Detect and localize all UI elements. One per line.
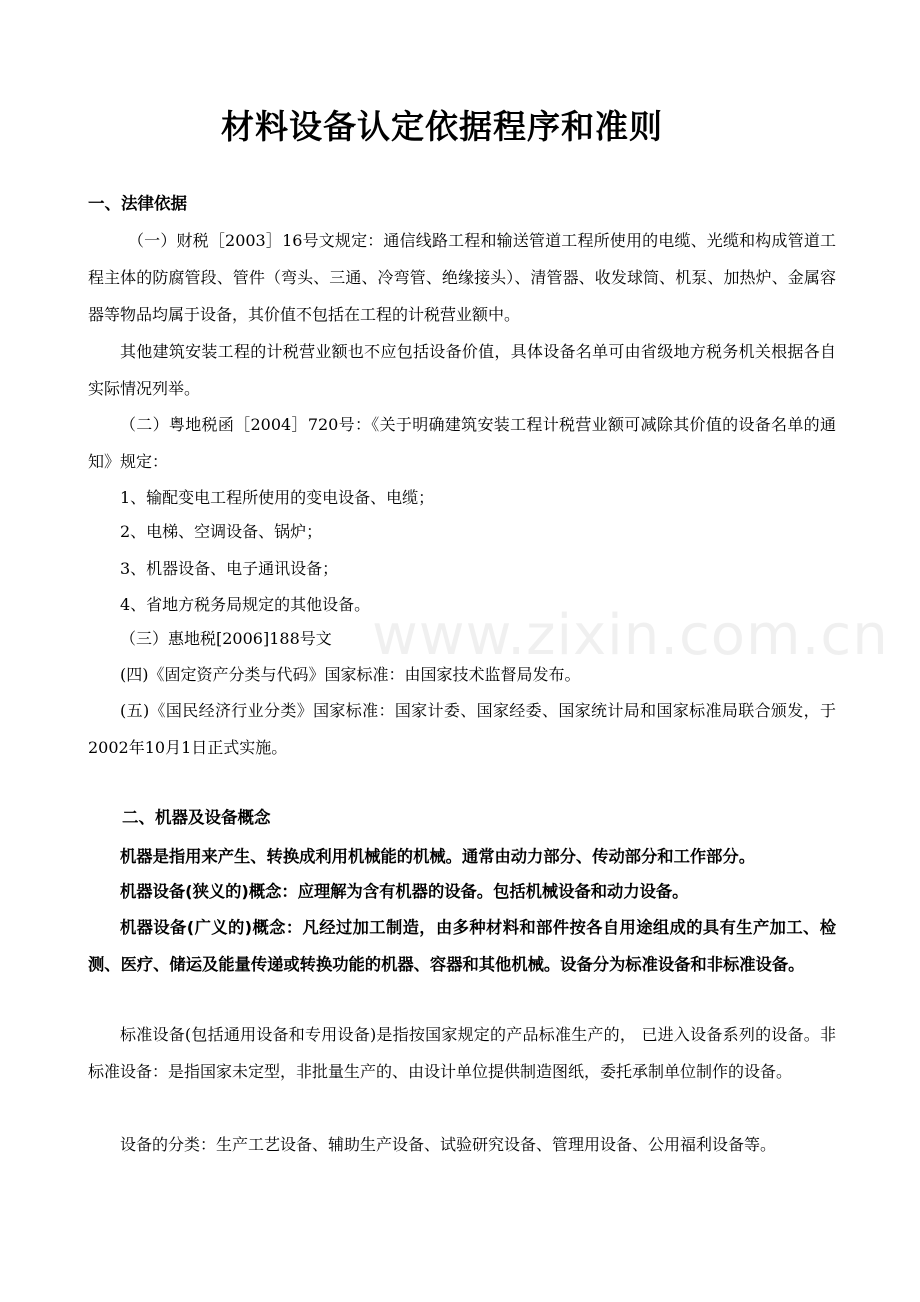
- section-heading-legal-basis: 一、法律依据: [88, 194, 187, 213]
- list-item-4: 4、省地方税务局规定的其他设备。: [120, 595, 371, 614]
- document-title: 材料设备认定依据程序和准则: [221, 107, 663, 146]
- section-heading-machine-concept: 二、机器及设备概念: [122, 808, 271, 827]
- paragraph-industry-classification-standard: (五)《国民经济行业分类》国家标准：国家计委、国家经委、国家统计局和国家标准局联合颁发，于2002年10月1日正式实施。: [88, 701, 836, 757]
- paragraph-equipment-classification: 设备的分类：生产工艺设备、辅助生产设备、试验研究设备、管理用设备、公用福利设备等。: [120, 1135, 777, 1154]
- list-item-2: 2、电梯、空调设备、锅炉；: [120, 522, 323, 541]
- paragraph-yuedishuihan-2004-720: （二）粤地税函［2004］720号：《关于明确建筑安装工程计税营业额可减除其价值的设备名单的通知》规定：: [88, 415, 836, 471]
- paragraph-caishui-2003-16: （一）财税［2003］16号文规定：通信线路工程和输送管道工程所使用的电缆、光缆和构成管道工程主体的防腐管段、管件（弯头、三通、冷弯管、绝缘接头）、清管器、收发球筒、机泵、加热炉、金属容器等物品均属于设备，其价值不包括在工程的计税营业额中。: [88, 231, 836, 324]
- paragraph-huidishui-2006-188: （三）惠地税[2006]188号文: [120, 629, 332, 648]
- bold-paragraph-machine-equipment-narrow: 机器设备(狭义的)概念：应理解为含有机器的设备。包括机械设备和动力设备。: [120, 882, 689, 901]
- bold-paragraph-machine-equipment-broad: 机器设备(广义的)概念：凡经过加工制造，由多种材料和部件按各自用途组成的具有生产加工、检测、医疗、储运及能量传递或转换功能的机器、容器和其他机械。设备分为标准设备和非标准设备。: [88, 918, 836, 974]
- paragraph-standard-equipment: 标准设备(包括通用设备和专用设备)是指按国家规定的产品标准生产的， 已进入设备系列的设备。非标准设备：是指国家未定型，非批量生产的、由设计单位提供制造图纸，委托承制单位制作的设备。: [88, 1025, 836, 1081]
- list-item-3: 3、机器设备、电子通讯设备；: [120, 559, 339, 578]
- list-item-1: 1、输配变电工程所使用的变电设备、电缆；: [120, 488, 435, 507]
- bold-paragraph-machine-definition: 机器是指用来产生、转换成利用机械能的机械。通常由动力部分、传动部分和工作部分。: [120, 847, 755, 866]
- paragraph-other-construction: 其他建筑安装工程的计税营业额也不应包括设备价值，具体设备名单可由省级地方税务机关根据各自实际情况列举。: [88, 342, 836, 398]
- watermark: www.zixin.com.cn: [372, 603, 889, 668]
- paragraph-fixed-assets-standard: (四)《固定资产分类与代码》国家标准：由国家技术监督局发布。: [120, 665, 581, 684]
